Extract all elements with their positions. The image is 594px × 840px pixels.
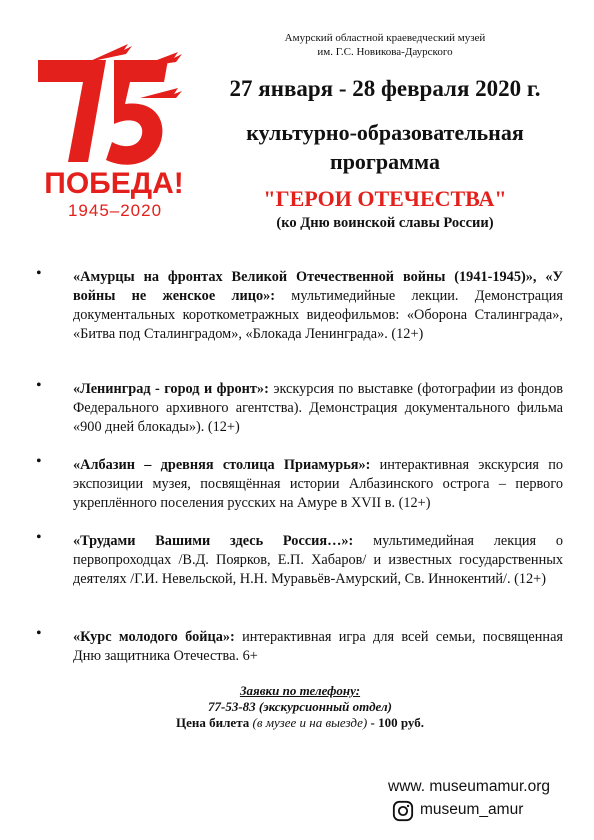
- bullet-1: •: [36, 265, 42, 282]
- logo-arrow-1: [88, 44, 132, 62]
- program-line-1: культурно-образовательная: [246, 120, 524, 145]
- bullet-2: •: [36, 377, 42, 394]
- phone-label: Заявки по телефону:: [239, 683, 361, 698]
- price-note: (в музее и на выезде): [249, 715, 368, 730]
- bullet-5: •: [36, 625, 42, 642]
- item-text: интерактивная игра для всей семьи, посвященная Дню защитника Отечества. 6+: [73, 629, 563, 664]
- logo-digit-5: [106, 60, 168, 165]
- program-heading: [205, 118, 565, 176]
- museum-line-2: им. Г.С. Новикова-Даурского: [317, 46, 453, 58]
- item-text: интерактивная экскурсия по экспозиции музея, посвящённая истории Албазинского острога – первого укреплённого поселения русских на Амуре в XVII в. (12+): [73, 457, 564, 511]
- item-title: «Трудами Вашими здесь Россия…»:: [73, 533, 354, 549]
- program-title: "ГЕРОИ ОТЕЧЕСТВА": [263, 186, 507, 211]
- ticket-price: [120, 715, 480, 731]
- bullet-4: •: [36, 529, 42, 546]
- bullet-3: •: [36, 453, 42, 470]
- program-item-3: [73, 456, 563, 513]
- price-prefix: Цена билета: [176, 715, 250, 730]
- museum-line-1: Амурский областной краеведческий музей: [284, 32, 486, 44]
- event-dates: 27 января - 28 февраля 2020 г.: [229, 76, 541, 101]
- logo-digit-7: [38, 60, 106, 162]
- program-item-4: [73, 532, 563, 589]
- logo-arrow-3: [140, 88, 182, 98]
- website-link[interactable]: www. museumamur.org: [388, 778, 550, 795]
- program-subtitle: (ко Дню воинской славы России): [276, 215, 494, 231]
- instagram-icon[interactable]: [392, 800, 414, 822]
- logo-word: ПОБЕДА!: [44, 167, 184, 200]
- program-item-2: [73, 380, 563, 437]
- item-title: «Ленинград - город и фронт»:: [73, 381, 269, 397]
- item-text: мультимедийные лекции. Демонстрация документальных короткометражных видеофильмов: «Оборона Сталинграда», «Битва под Сталинградом», «Блокада Ленинграда». (12+): [73, 288, 563, 342]
- logo-years: 1945–2020: [67, 201, 163, 220]
- item-text: экскурсия по выставке (фотографии из фондов Федерального архивного агентства). Демонстрация документального фильма «900 дней блокады»). (12+): [73, 381, 563, 435]
- item-title: «Албазин – древняя столица Приамурья»:: [73, 457, 371, 473]
- program-item-5: [73, 628, 563, 666]
- phone-number: 77-53-83 (экскурсионный отдел): [208, 699, 392, 714]
- item-title: «Амурцы на фронтах Великой Отечественной войны (1941-1945)», «У войны не женское лицо»:: [73, 269, 563, 304]
- program-item-1: [73, 268, 563, 344]
- item-title: «Курс молодого бойца»:: [73, 629, 235, 645]
- price-value: - 100 руб.: [367, 715, 424, 730]
- instagram-handle[interactable]: museum_amur: [420, 801, 524, 818]
- program-line-2: программа: [330, 149, 440, 174]
- item-text: мультимедийная лекция о первопроходцах /В.Д. Поярков, Е.П. Хабаров/ и известных государственных деятелях /Г.И. Невельской, Н.Н. Муравьёв-Амурский, Св. Иннокентий/. (12+): [73, 533, 563, 587]
- museum-name: [265, 31, 505, 59]
